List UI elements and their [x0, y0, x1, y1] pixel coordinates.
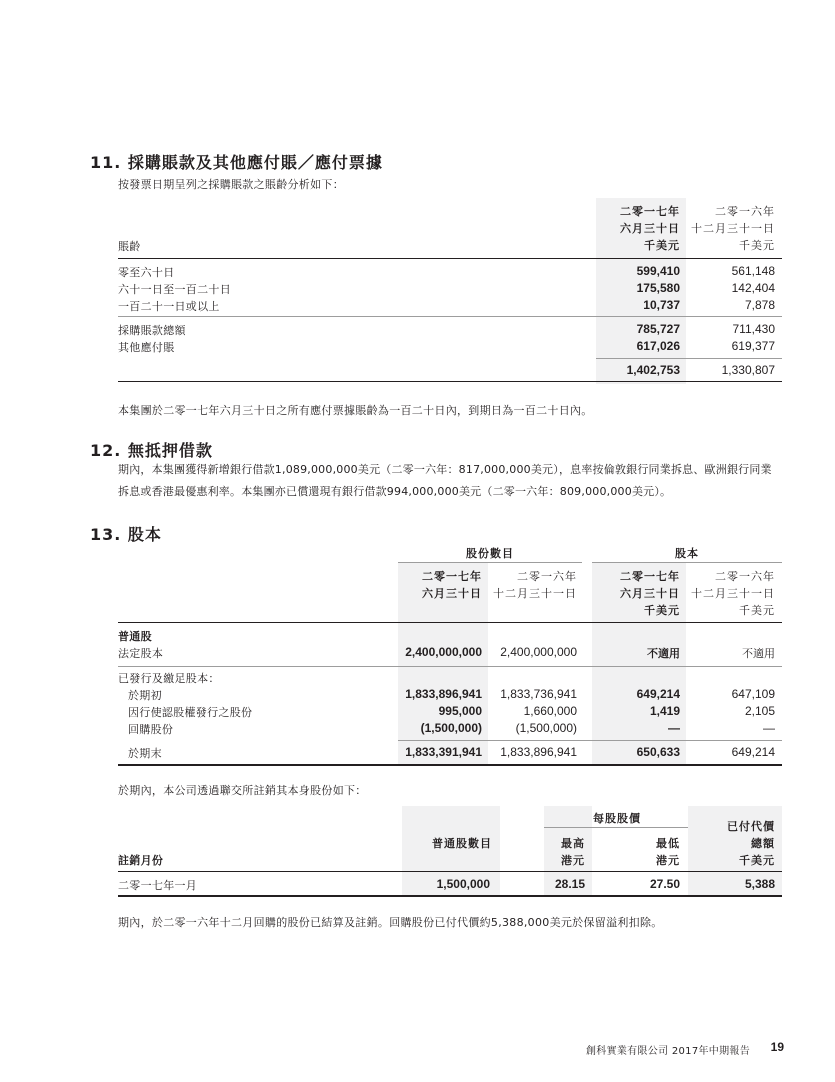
section-11-subtitle: 按發票日期呈列之採購賬款之賬齡分析如下：: [118, 178, 344, 191]
para-line: 拆息或香港最優惠利率。本集團亦已償還現有銀行借款994,000,000美元（二零一六年：809,000,000美元）。: [118, 485, 672, 498]
group-shares-rule: [398, 562, 582, 563]
cancel-intro: 於期內，本公司透過聯交所註銷其本身股份如下：: [118, 784, 367, 797]
s11-row-label: 一百二十一日或以上: [118, 300, 220, 313]
s13-value: 647,109: [731, 687, 775, 701]
s11-row-value-2017: 175,580: [636, 281, 680, 295]
ordinary-shares-label: 普通股: [118, 630, 152, 643]
s11-row-value-2017: 599,410: [636, 264, 680, 278]
s11-col-2017-header: 二零一七年 六月三十日 千美元: [620, 205, 680, 252]
s13-value: 1,660,000: [523, 704, 577, 718]
s13-row-label: 於期初: [128, 689, 162, 702]
s13-value: 649,214: [636, 687, 680, 701]
s13-issued-rule: [118, 666, 782, 667]
s13-value: 1,833,736,941: [500, 687, 577, 701]
s13-value: 2,105: [744, 704, 775, 718]
s11-row-value-2016: 619,377: [731, 339, 775, 353]
s13-value: 不適用: [647, 647, 680, 660]
footer-company: 創科實業有限公司 2017年中期報告: [585, 1046, 750, 1057]
s13-value: (1,500,000): [515, 721, 577, 735]
s11-row-value-2017: 617,026: [636, 339, 680, 353]
s11-row-value-2016: 711,430: [732, 322, 775, 336]
authorised-label: 法定股本: [118, 647, 164, 660]
t2-row-total: 5,388: [744, 877, 775, 891]
t2-consideration-header: 已付代價 總額 千美元: [727, 820, 775, 867]
s11-row-value-2016: 142,404: [731, 281, 775, 295]
page-number: 19: [770, 1040, 784, 1054]
s11-total-2017: 1,402,753: [626, 363, 680, 377]
issued-label: 已發行及繳足股本：: [118, 672, 220, 685]
s11-row-value-2016: 7,878: [744, 298, 775, 312]
group-capital-header: 股本: [675, 547, 699, 560]
group-capital-rule: [592, 562, 782, 563]
s11-header-rule: [118, 258, 782, 259]
s13-value: 1,419: [649, 704, 680, 718]
t2-row-shares: 1,500,000: [436, 877, 490, 891]
s13-col3-header: 二零一七年 六月三十日 千美元: [620, 570, 680, 617]
t2-price-group-rule: [544, 827, 688, 828]
s13-value: —: [668, 721, 680, 735]
s13-value: 995,000: [438, 704, 482, 718]
t2-row-low: 27.50: [649, 877, 680, 891]
s13-row-label: 因行使認股權發行之股份: [128, 706, 253, 719]
s13-note: 期內，於二零一六年十二月回購的股份已結算及註銷。回購股份已付代價約5,388,000美元於保留溢利扣除。: [118, 916, 663, 929]
s13-end-label: 於期末: [128, 747, 162, 760]
section-11-title: 11. 採購賬款及其他應付賬／應付票據: [90, 153, 383, 172]
s13-col2-header: 二零一六年 十二月三十一日: [493, 570, 577, 600]
s13-value: (1,500,000): [420, 721, 482, 735]
s11-row-label: 六十一日至一百二十日: [118, 283, 231, 296]
s13-value: 1,833,896,941: [405, 687, 482, 701]
s11-row-label: 其他應付賬: [118, 341, 175, 354]
group-shares-header: 股份數目: [466, 547, 514, 560]
s13-col4-header: 二零一六年 十二月三十一日 千美元: [691, 570, 775, 617]
s13-bottom-rule: [118, 764, 782, 766]
t2-header-rule: [118, 871, 782, 872]
s11-row-label: 採購賬款總額: [118, 324, 186, 337]
s13-value: —: [763, 721, 775, 735]
section-12-title: 12. 無抵押借款: [90, 441, 213, 460]
t2-price-group-header: 每股股價: [593, 812, 641, 825]
section-13-title: 13. 股本: [90, 525, 162, 544]
t2-month-header: 註銷月份: [118, 854, 164, 867]
section-12-paragraph: [118, 459, 798, 503]
t2-row-high: 28.15: [554, 877, 585, 891]
s11-row-value-2017: 785,727: [636, 322, 680, 336]
s11-total-bottom-rule: [118, 381, 782, 382]
s11-row-value-2017: 10,737: [643, 298, 680, 312]
s13-end-top-rule: [398, 740, 782, 741]
s11-subtotal-rule: [118, 316, 782, 317]
s13-value: 1,833,896,941: [500, 745, 577, 759]
t2-row-month: 二零一七年一月: [118, 879, 198, 892]
s13-value: 1,833,391,941: [405, 745, 482, 759]
s13-value: 2,400,000,000: [500, 645, 577, 659]
t2-bottom-rule: [118, 895, 782, 897]
s11-row-label: 零至六十日: [118, 266, 175, 279]
t2-shares-header: 普通股數目: [432, 837, 492, 850]
s11-note: 本集團於二零一七年六月三十日之所有應付票據賬齡為一百二十日內，到期日為一百二十日內。: [118, 404, 593, 417]
s11-total-2016: 1,330,807: [721, 363, 775, 377]
s13-value: 650,633: [636, 745, 680, 759]
s13-col1-header: 二零一七年 六月三十日: [422, 570, 482, 600]
s11-aging-label: 賬齡: [118, 240, 141, 253]
s13-value: 2,400,000,000: [405, 645, 482, 659]
s13-header-rule: [118, 622, 782, 623]
t2-low-header: 最低 港元: [656, 837, 680, 867]
s11-row-value-2016: 561,148: [731, 264, 775, 278]
s13-row-label: 回購股份: [128, 723, 174, 736]
s11-col-2016-header: 二零一六年 十二月三十一日 千美元: [691, 205, 775, 252]
para-line: 期內，本集團獲得新增銀行借款1,089,000,000美元（二零一六年：817,000,000美元），息率按倫敦銀行同業拆息、歐洲銀行同業: [118, 463, 772, 476]
s11-total-top-rule: [596, 358, 782, 359]
s13-value: 不適用: [742, 647, 775, 660]
s13-value: 649,214: [731, 745, 775, 759]
t2-high-header: 最高 港元: [561, 837, 585, 867]
